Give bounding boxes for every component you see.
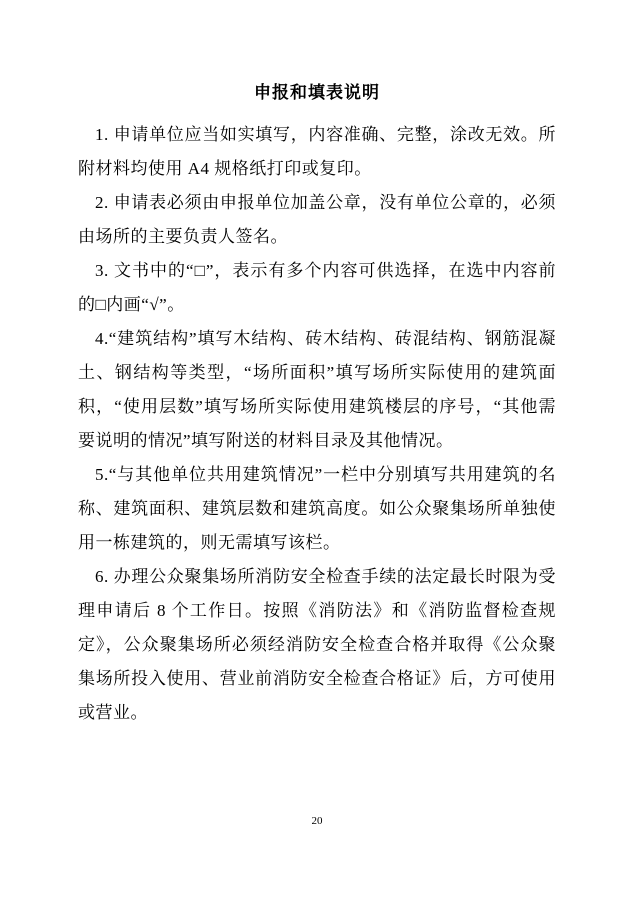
page-number: 20 [311, 815, 323, 827]
instruction-item-3: 3. 文书中的“□”，表示有多个内容可供选择，在选中内容前的□内画“√”。 [78, 261, 556, 314]
document-content [78, 84, 556, 730]
instruction-item-5: 5.“与其他单位共用建筑情况”一栏中分别填写共用建筑的名称、建筑面积、建筑层数和建筑高度。如公众聚集场所单独使用一栋建筑的，则无需填写该栏。 [78, 465, 556, 552]
instruction-item-4: 4.“建筑结构”填写木结构、砖木结构、砖混结构、钢筋混凝土、钢结构等类型，“场所面积”填写场所实际使用的建筑面积，“使用层数”填写场所实际使用建筑楼层的序号，“其他需要说明的情况”填写附送的材料目录及其他情况。 [78, 329, 556, 450]
instruction-item-2: 2. 申请表必须由申报单位加盖公章，没有单位公章的，必须由场所的主要负责人签名。 [78, 193, 556, 246]
instruction-item-6: 6. 办理公众聚集场所消防安全检查手续的法定最长时限为受理申请后 8 个工作日。按照《消防法》和《消防监督检查规定》，公众聚集场所必须经消防安全检查合格并取得《公众聚集场所投入使用、营业前消防安全检查合格证》后，方可使用或营业。 [78, 567, 556, 722]
instruction-item-1: 1. 申请单位应当如实填写，内容准确、完整，涂改无效。所附材料均使用 A4 规格纸打印或复印。 [78, 125, 556, 178]
page-title: 申报和填表说明 [254, 83, 380, 103]
